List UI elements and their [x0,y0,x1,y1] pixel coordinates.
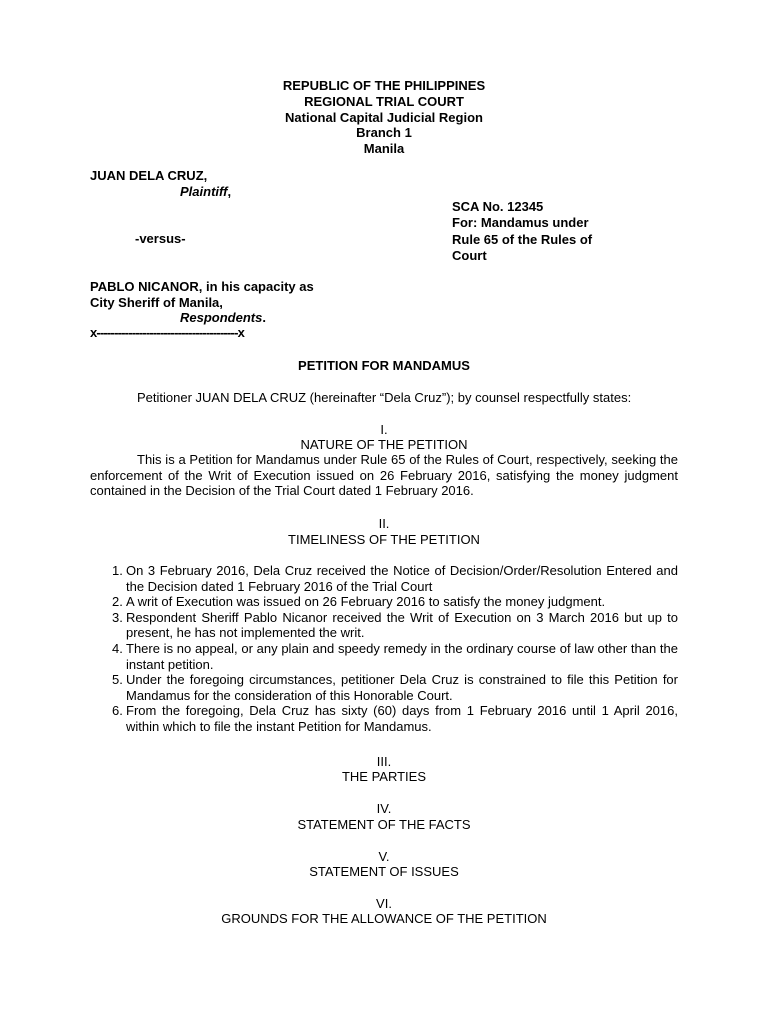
case-info [452,199,592,264]
list-item-text: Under the foregoing circumstances, petitioner Dela Cruz is constrained to file this Petition for Mandamus for the consideration of this Honorable Court. [126,672,678,703]
list-item-number: 6. [112,703,123,719]
list-item [90,703,678,734]
court-header-court: REGIONAL TRIAL COURT [304,93,464,109]
list-item-number: 5. [112,672,123,688]
case-number: SCA No. 12345 [452,199,544,214]
list-item [90,672,678,703]
court-header [90,78,678,157]
caption-separator: x----------------------------------------x [90,325,245,340]
court-header-city: Manila [363,141,405,157]
list-item-text: Respondent Sheriff Pablo Nicanor received the Writ of Execution on 3 March 2016 but up to present, he has not implemented the writ. [126,609,678,641]
list-item [90,610,678,641]
section-3-numeral: III. [376,754,392,769]
respondent-role [180,310,266,326]
list-item-number: 2. [112,594,123,610]
respondent-line-2: City Sheriff of Manila, [90,295,223,310]
list-item-number: 4. [112,640,123,656]
list-item-number: 1. [112,563,123,578]
case-for-line-2: Rule 65 of the Rules of [452,231,593,247]
respondent-line-1: PABLO NICANOR, in his capacity as [90,279,314,294]
list-item-number: 3. [112,609,123,625]
plaintiff-role-punct: , [227,184,232,199]
versus-label: -versus- [135,231,186,246]
list-item-text: A writ of Execution was issued on 26 February 2016 to satisfy the money judgment. [126,594,606,610]
case-for-line-1: For: Mandamus under [452,215,589,231]
section-2-numeral: II. [378,516,390,531]
case-for-line-3: Court [452,247,487,263]
court-header-republic: REPUBLIC OF THE PHILIPPINES [282,78,486,93]
plaintiff-name: JUAN DELA CRUZ, [90,168,208,183]
section-6-heading: GROUNDS FOR THE ALLOWANCE OF THE PETITION [221,911,547,926]
plaintiff-role [180,184,231,200]
list-item-text: There is no appeal, or any plain and speedy remedy in the ordinary course of law other than the instant petition. [126,640,678,672]
court-header-branch: Branch 1 [356,125,412,141]
intro-paragraph: Petitioner JUAN DELA CRUZ (hereinafter “Dela Cruz”); by counsel respectfully states: [137,390,632,405]
court-header-region: National Capital Judicial Region [285,109,483,125]
section-1-numeral: I. [380,422,388,437]
section-4-numeral: IV. [376,801,392,816]
document-title: PETITION FOR MANDAMUS [298,358,470,373]
section-5-numeral: V. [378,849,390,864]
plaintiff-role-label: Plaintiff [180,184,228,199]
section-4-heading: STATEMENT OF THE FACTS [297,817,471,832]
respondent-role-label: Respondents [180,310,263,325]
respondent-role-punct: . [262,310,266,325]
section-6-numeral: VI. [376,896,392,911]
list-item-text: On 3 February 2016, Dela Cruz received the Notice of Decision/Order/Resolution Entered and the Decision dated 1 February 2016 of the Trial Court [126,563,678,594]
section-5-heading: STATEMENT OF ISSUES [309,864,459,879]
list-item-text: From the foregoing, Dela Cruz has sixty (60) days from 1 February 2016 until 1 April 2016, within which to file the instant Petition for Mandamus. [126,703,678,734]
section-3-heading: THE PARTIES [341,769,427,784]
section-1-body: This is a Petition for Mandamus under Rule 65 of the Rules of Court, respectively, seeking the enforcement of the Writ of Execution issued on 26 February 2016, satisfying the money judgment contained in the Decision of the Trial Court dated 1 February 2016. [90,452,678,499]
timeliness-list [90,563,678,735]
list-item [90,563,678,594]
section-2-heading: TIMELINESS OF THE PETITION [288,532,480,547]
list-item [90,641,678,672]
list-item [90,594,678,610]
section-1-heading: NATURE OF THE PETITION [300,437,468,452]
